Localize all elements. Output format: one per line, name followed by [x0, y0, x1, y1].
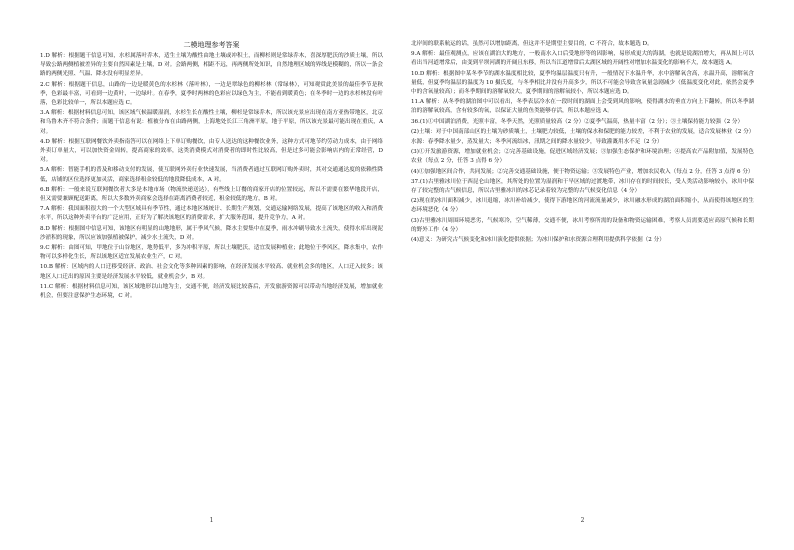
answer-paragraph: 36.(1)①中国湖泊消费，光照丰富，冬季天然，光照质量较高（2 分）②夏季气温高，热量丰富（2 分）；③土壤保持能力较强（2 分）: [411, 118, 744, 125]
answer-paragraph: 水源：春季降水量少，蒸发量大；冬季河流结冰，汛期之间的降水量较少，导致灌溉用水不足（2 分）: [411, 139, 663, 146]
answer-paragraph: 4.D 解析：根据互联网餐饮外卖指南答可以在网络上下单订购餐饮，由专人送达的这种餐饮业务，这种方式可地节约劳动力成本，由于网络外卖订单量大，可以加快资金周转，提高商家的效率，这类消费模式对消费者的即时性比较高，但是过多可能会影响店内的正常经营，D 对。: [40, 138, 383, 164]
answer-paragraph: (3)①开发旅游资源，增加就业机会；②完善基础设施，促进区域经济发展；③加强生态保护和环境治理；④提高农产品附加值，发展特色农业（每点 2 分，任答 3 点得 6 分）: [411, 149, 754, 165]
answer-paragraph: 7.A 解析：我国面积很大的一个大型区域具有季节性，通过本地区域统计、长期生产规划，交通运输网络发展，提高了该地区的收入和消费水平，所以这种外卖平台的广泛应用，正好为了解决该地区的消费需求，扩大服务范围，提升竞争力，A 对。: [40, 206, 383, 222]
answer-paragraph: (2)现在的冰川面积减少，冰川退缩，冰川补给减少，使得下游地区的河流流量减少，冰川融水形成的湖泊面积缩小，从而使得该地区的生态环境恶化（4 分）: [411, 198, 754, 214]
answer-paragraph: (2)土壤：对于中国南部山区的土壤为砂质壤土，土壤肥力较低，土壤的保水和保肥的能力较差，不利于农业的发展，适合发展林业（2 分）: [411, 128, 754, 135]
answer-paragraph: 2.C 解析：根据题干信息，山路的一边是暖黄色的水杉林（落叶林），一边是翠绿色的柳杉林（常绿林），可知观赏此美景的最佳季节是秋季，色彩最丰富，可看到一边黄叶，一边绿叶。在春季，夏季时两林的色彩应以绿色为主，不能看到暖黄色；在冬季时一边的水杉林没有叶落，色彩比较单一，所以本题应选 C。: [40, 81, 383, 107]
answer-paragraph: (4)意义：为研究古气候变化和冰川演化提供依据；为冰川保护和水资源合理利用提供科学依据（2 分）: [411, 237, 665, 244]
document-title: 二模地理参考答案: [183, 41, 240, 49]
answer-paragraph: 8.D 解析：根据图中信息可知，该地区有明显的山地地形，属于季风气候，降水主要集中在夏季，雨水冲刷导致水土流失，使得水库出现泥沙淤积的现象，所以应该加强植被保护，减少水土流失，D 对。: [40, 225, 383, 241]
two-column-layout: [40, 40, 754, 526]
right-column: [411, 40, 754, 526]
page-number-right: 2: [580, 517, 585, 524]
right-column-body: [411, 40, 754, 245]
answer-paragraph: 北岸间的联系航运的话，虽然可以增加距离，但这并不是期望主要目的，C 不符合，故本题选 D。: [411, 41, 653, 47]
answer-paragraph: 11.A 解析：从冬季的湖泊图中可以看出，冬季表层冷水在一段时间的湖面上会受到风的影响，使得湖水的垂直方向上下翻转，所以冬季湖泊的溶解氧较高，含有较多的氧，以保证大量的鱼类能够存活，所以本题应选 A。: [411, 99, 754, 115]
answer-paragraph: (4)①加强地区间合作，共同发展；②完善交通基础设施，便于物资运输；③发展特色产业，增加农民收入（每点 2 分，任答 3 点得 6 分）: [411, 168, 754, 175]
answer-paragraph: 10.B 解析：区域内的人口迁移受经济、政治、社会文化等多种因素的影响，在经济发展水平较高、就业机会多的地区，人口迁入较多；该地区人口迁出的原因主要是经济发展水平较低，就业机会少，B 对。: [40, 264, 383, 280]
answer-paragraph: 10.D 解析：根据图中某冬季节的湖水温度相比较，夏季均温层温度只有升，一般情况下水温升华，水中溶解氧含高，水温升高，溶解氧含量低，但夏季均温层的温度为 10 摄氏度，与冬季相比并没有升高多少，所以不可能会导致含氧量急剧减少（低温度变化对此，依然会夏季中的含氧量较高）；而冬季期间的溶解氧较大，夏季期间的溶解氧较小，所以本题应选 D。: [411, 70, 754, 96]
answer-paragraph: 6.B 解析：一般来说互联网餐饮者大多是本地市场（物流快递送达），有些线上订餐的商家开店的位置较远，所以不需要在繁华地段开店，但又需要兼顾配送距离，所以大多数外卖商家会选择在距离消费者较近，租金较低的地方，B 对。: [40, 186, 383, 203]
page-number-left: 1: [209, 517, 214, 524]
answer-paragraph: 5.A 解析：智能手机的普及和移动支付的发展，使互联网外卖行业快速发展，当消费者通过互联网订购外卖时，其对交通通达度的依赖性降低，店铺的区位选择更加灵活，商家选择租金较低的地段降低成本，A 对。: [40, 167, 383, 183]
answer-paragraph: 1.D 解析：根据题干信息可知，水杉属落叶乔木，适生土壤为酸性由地土壤或冲积土，而柳杉则是常绿乔木，喜深厚肥沃的沙质土壤，所以导致公路两侧植被差异的主要自然因素是土壤，D 对。会路两侧，相距不远，再两侧所处知识，自然地理区域的界线是模糊的，所以一条会路的两侧光照、气温、降水没有明显差异。: [40, 53, 383, 78]
answer-paragraph: 9.C 解析：由图可知，甲地位于山谷地区，地势低平，多为冲积平原，所以土壤肥沃，适宜发展种植业；此地位于季风区，降水集中，农作物可以多样化生长，所以该地区适宜发展农业生产，C 对。: [40, 245, 383, 261]
answer-paragraph: 9.A 解析：最佳观测点，应该在湖泊大的地方，一般南水入口后受地形等的因影响，易形成更大的海湖，也就是说湖泊增大，再从图上可以看出当河道增常后，由变到平坝河湖的开阔且东移，所以当江道增常后太湖区域的开阔性对增加水温变化的影响不大，故本题选 A。: [411, 51, 754, 67]
left-column: [40, 40, 383, 526]
left-column-body: [40, 52, 383, 301]
answer-paragraph: 37.(1)古里雅冰川位于西昆仑山地区，其所处的位置为湿润和干旱区域的过渡地带，冰川存在的时间较长，受人类活动影响较小，冰川中保存了较完整的古气候信息，所以古里雅冰川的冰芯记录着较为完整的古气候变化信息（4 分）: [411, 178, 754, 195]
answer-paragraph: 3.A 解析：根据材料信息可知，该区域气候温暖湿润，水杉生长在酸性土壤，柳杉是常绿乔木，所以该充景应出现在南方亚热带地区，北京和乌鲁木齐不符合条件；而题干信息有说：植被分布在由路两侧，上海地处长江三角洲平原，地于平原，所以该充景最可能出现在重庆，A 对。: [40, 110, 383, 135]
answer-paragraph: (3)古里雅冰川周围环境恶劣，气候寒冷，空气稀薄，交通不便，冰川考察所需的设备和物资运输困难，考察人员需要适应高原气候和长期的野外工作（4 分）: [411, 217, 754, 233]
answer-paragraph: 11.C 解析：根据材料信息可知，该区域地形以山地为主，交通不便，经济发展比较落后，开发旅游资源可以带动当地经济发展，增加就业机会，但要注意保护生态环境，C 对。: [40, 283, 383, 300]
